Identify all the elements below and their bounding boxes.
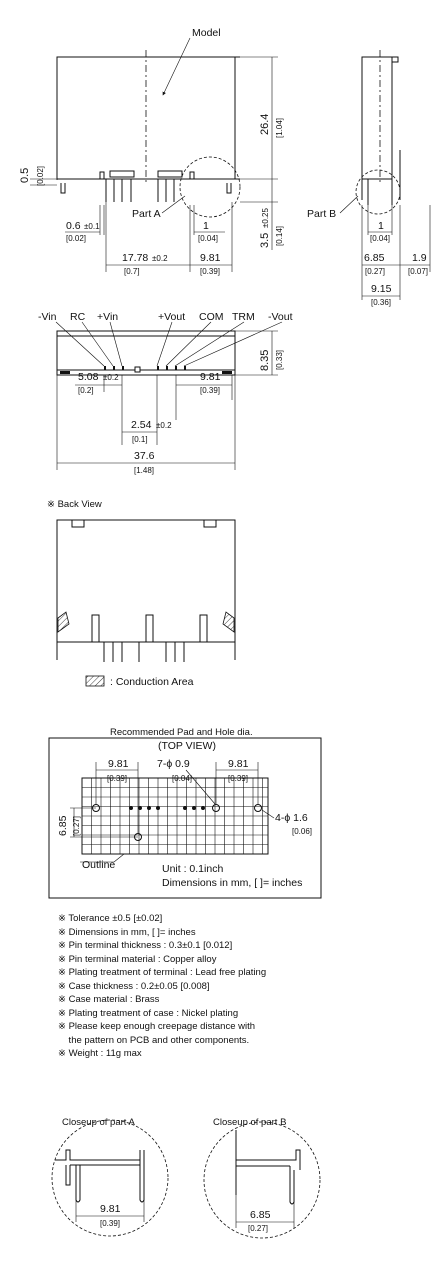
note-line: ※ Pin terminal thickness : 0.3±0.1 [0.012]	[58, 940, 233, 951]
pad-holes-big-inch: [0.06]	[292, 827, 313, 836]
note-line: ※ Case material : Brass	[58, 994, 160, 1005]
note-line: ※ Tolerance ±0.5 [±0.02]	[58, 913, 163, 924]
dim-0-5: 0.5	[19, 167, 31, 183]
front-standoff-left	[110, 171, 134, 177]
closeup-b	[204, 1117, 320, 1238]
dim-1-side: 1	[378, 220, 384, 232]
pad-dimensions-note: Dimensions in mm, [ ]= inches	[162, 877, 303, 889]
pad-holes-big: 4-ϕ 1.6	[275, 812, 308, 824]
note-line: ※ Please keep enough creepage distance with	[58, 1021, 256, 1032]
dim-3-5-tol: ±0.25	[261, 208, 270, 228]
hole-small	[156, 806, 160, 810]
closeup-b-dim-inch: [0.27]	[248, 1224, 269, 1233]
dim-17-78: 17.78	[122, 252, 149, 264]
conduction-legend-label: : Conduction Area	[110, 676, 194, 688]
pin-label-pos-vin: +Vin	[97, 311, 119, 323]
dim-9-15: 9.15	[371, 283, 392, 295]
closeup-a-title: Closeup of part A	[62, 1117, 135, 1128]
back-pins	[57, 642, 235, 662]
hole-big	[255, 805, 262, 812]
hole-big	[213, 805, 220, 812]
pad-dim-left: 9.81	[108, 758, 129, 770]
dim-1-9-inch: [0.07]	[408, 267, 429, 276]
closeup-b-title: Closeup of part B	[213, 1117, 287, 1128]
dim-6-85-side: 6.85	[364, 252, 385, 264]
part-b-label: Part B	[307, 208, 337, 220]
note-line: ※ Plating treatment of terminal : Lead free plating	[58, 967, 267, 978]
pad-dim-6-85-inch: [0.27]	[72, 815, 81, 836]
hole-small	[192, 806, 196, 810]
hole-small	[147, 806, 151, 810]
model-label: Model	[192, 27, 221, 39]
dim-9-81-bottom-inch: [0.39]	[200, 386, 221, 395]
pin-label-trm: TRM	[232, 311, 255, 323]
closeup-b-dim: 6.85	[250, 1209, 271, 1221]
dim-37-6-inch: [1.48]	[134, 466, 155, 475]
pad-dim-right: 9.81	[228, 758, 249, 770]
note-line: ※ Dimensions in mm, [ ]= inches	[58, 927, 196, 938]
dim-8-35-inch: [0.33]	[275, 349, 284, 370]
pin-label-neg-vin: -Vin	[38, 311, 57, 323]
closeup-a-dim: 9.81	[100, 1203, 121, 1215]
dim-17-78-inch: [0.7]	[124, 267, 140, 276]
pad-holes-small: 7-ϕ 0.9	[157, 758, 190, 770]
dim-2-54-inch: [0.1]	[132, 435, 148, 444]
dim-26-4: 26.4	[259, 113, 271, 135]
pad-title: Recommended Pad and Hole dia.	[110, 727, 253, 738]
hole-small	[183, 806, 187, 810]
pad-subtitle: (TOP VIEW)	[158, 740, 216, 752]
conduction-legend-swatch	[86, 676, 104, 686]
dim-26-4-inch: [1.04]	[275, 117, 284, 138]
dim-1-side-inch: [0.04]	[370, 234, 391, 243]
dim-9-81-front: 9.81	[200, 252, 221, 264]
dim-8-35: 8.35	[259, 349, 271, 371]
notes	[58, 913, 266, 1059]
pin-label-com: COM	[199, 311, 224, 323]
dim-1-front-inch: [0.04]	[198, 234, 219, 243]
conduction-area-right	[223, 612, 234, 632]
note-line: the pattern on PCB and other components.	[58, 1035, 250, 1046]
pad-outline-label: Outline	[82, 859, 116, 871]
hole-small	[138, 806, 142, 810]
pad-grid	[82, 778, 268, 854]
pin-dots	[104, 366, 186, 370]
hole-small	[129, 806, 133, 810]
pad-dim-right-inch: [0.39]	[228, 774, 249, 783]
pad-dim-6-85: 6.85	[57, 815, 69, 836]
dim-1-front: 1	[203, 220, 209, 232]
note-line: ※ Weight : 11g max	[58, 1048, 142, 1059]
part-a-label: Part A	[132, 208, 161, 220]
dim-5-08-tol: ±0.2	[103, 373, 119, 382]
side-view	[307, 50, 430, 307]
dim-0-5-inch: [0.02]	[36, 165, 45, 186]
pin-label-neg-vout: -Vout	[268, 311, 293, 323]
part-b-circle	[356, 170, 400, 214]
dim-17-78-tol: ±0.2	[152, 254, 168, 263]
dim-3-5: 3.5	[259, 232, 271, 248]
dim-5-08-inch: [0.2]	[78, 386, 94, 395]
dim-9-15-inch: [0.36]	[371, 298, 392, 307]
note-line: ※ Pin terminal material : Copper alloy	[58, 954, 217, 965]
closeup-a-dim-inch: [0.39]	[100, 1219, 121, 1228]
dim-1-9: 1.9	[412, 252, 427, 264]
pin-label-rc: RC	[70, 311, 86, 323]
closeup-a	[52, 1117, 168, 1236]
pad-dim-left-inch: [0.39]	[107, 774, 128, 783]
dim-2-54-tol: ±0.2	[156, 421, 172, 430]
dim-37-6: 37.6	[134, 450, 155, 462]
dim-2-54: 2.54	[131, 419, 152, 431]
dim-5-08: 5.08	[78, 371, 99, 383]
back-view	[47, 499, 235, 688]
dim-6-85-side-inch: [0.27]	[365, 267, 386, 276]
note-line: ※ Plating treatment of case : Nickel plating	[58, 1008, 239, 1019]
bottom-view	[38, 311, 293, 475]
back-view-title: ※ Back View	[47, 499, 102, 510]
dim-9-81-bottom: 9.81	[200, 371, 221, 383]
dim-9-81-front-inch: [0.39]	[200, 267, 221, 276]
dim-0-6: 0.6	[66, 220, 81, 232]
dim-3-5-inch: [0.14]	[275, 225, 284, 246]
bottom-case-outline	[57, 331, 235, 375]
pad-holes-small-inch: [0.04]	[172, 774, 193, 783]
hole-small	[201, 806, 205, 810]
pin-label-pos-vout: +Vout	[158, 311, 186, 323]
dim-0-6-tol: ±0.1	[84, 222, 100, 231]
side-case-outline	[362, 57, 392, 179]
pad-unit: Unit : 0.1inch	[162, 863, 224, 875]
note-line: ※ Case thickness : 0.2±0.05 [0.008]	[58, 981, 210, 992]
pad-layout	[49, 727, 321, 898]
front-standoff-right	[158, 171, 182, 177]
dim-0-6-inch: [0.02]	[66, 234, 87, 243]
front-view	[19, 27, 284, 276]
conduction-area-left	[58, 612, 69, 632]
